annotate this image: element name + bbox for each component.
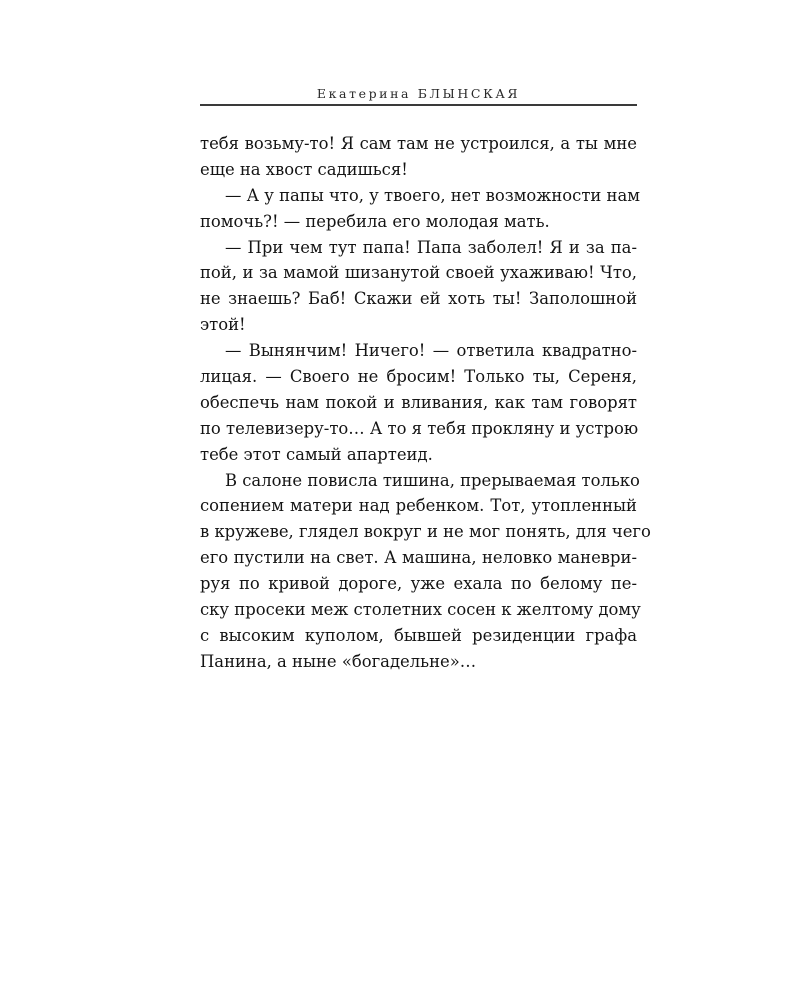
- text-line: не знаешь? Баб! Скажи ей хоть ты! Заполошной: [200, 289, 637, 309]
- text-line: сопением матери над ребенком. Тот, утопленный: [200, 496, 637, 516]
- text-line: — При чем тут папа! Папа заболел! Я и за па-: [225, 237, 637, 257]
- text-line: — Вынянчим! Ничего! — ответила квадратно-: [225, 341, 637, 361]
- body-text: [200, 131, 651, 675]
- header-rule: [200, 104, 637, 106]
- text-line: его пустили на свет. А машина, неловко маневри-: [200, 548, 637, 568]
- text-line: обеспечь нам покой и вливания, как там говорят: [200, 392, 637, 412]
- text-line: лицая. — Своего не бросим! Только ты, Сереня,: [200, 367, 637, 387]
- text-line: В салоне повисла тишина, прерываемая только: [225, 470, 640, 490]
- text-line: тебя возьму-то! Я сам там не устроился, а ты мне: [200, 134, 637, 153]
- text-line: пой, и за мамой шизанутой своей ухаживаю! Что,: [200, 263, 637, 283]
- text-line: по телевизеру-то… А то я тебя прокляну и устрою: [200, 418, 639, 438]
- text-line: тебе этот самый апартеид.: [200, 444, 433, 464]
- text-line: — А у папы что, у твоего, нет возможности нам: [225, 185, 640, 205]
- running-head-author-first: Екатерина: [316, 86, 412, 101]
- text-line: руя по кривой дороге, уже ехала по белому пе-: [200, 574, 637, 594]
- text-line: ску просеки меж столетних сосен к желтому дому: [200, 600, 641, 620]
- text-line: Панина, а ныне «богадельне»…: [200, 651, 477, 671]
- running-head-author-last: БЛЫНСКАЯ: [417, 86, 521, 101]
- text-line: этой!: [200, 315, 246, 335]
- running-head: [200, 86, 637, 102]
- text-line: в кружеве, глядел вокруг и не мог понять, для чего: [200, 522, 651, 542]
- text-line: еще на хвост садишься!: [200, 159, 408, 179]
- text-line: помочь?! — перебила его молодая мать.: [200, 211, 550, 231]
- text-line: с высоким куполом, бывшей резиденции графа: [200, 625, 637, 645]
